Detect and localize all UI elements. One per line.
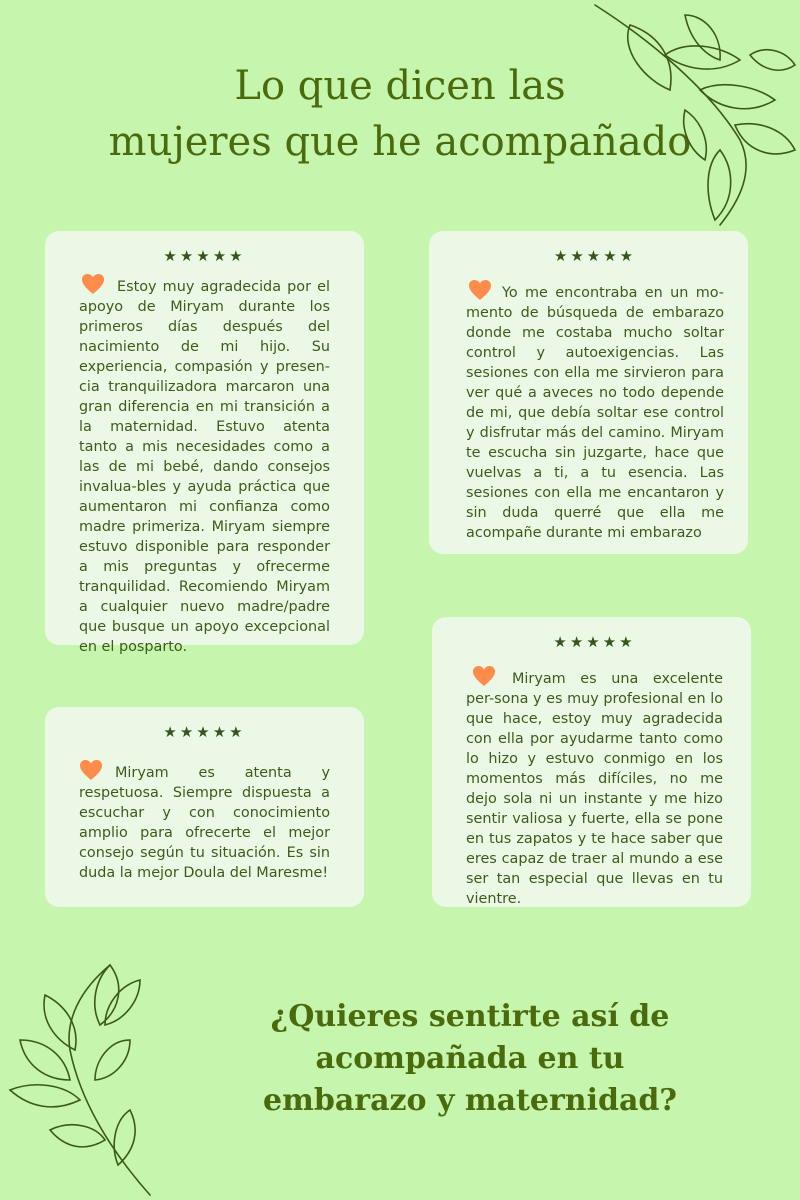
- call-to-action-heading: ¿Quieres sentirte así de acompañada en tu embarazo y maternidad?: [263, 999, 677, 1118]
- testimonial-card-3: [45, 707, 364, 907]
- star-rating: ★★★★★: [163, 723, 246, 741]
- heart-icon: [81, 273, 105, 295]
- testimonial-text: [79, 273, 330, 657]
- title-line-1: Lo que dicen las: [234, 63, 566, 109]
- testimonial-text: [466, 279, 724, 543]
- star-rating: ★★★★★: [553, 633, 636, 651]
- testimonial-card-4: [432, 617, 751, 907]
- testimonial-text: [466, 665, 723, 909]
- testimonial-card-2: [429, 231, 748, 554]
- title-line-2: mujeres que he acompañado: [108, 119, 692, 165]
- leaf-branch-bottom-icon: [0, 960, 170, 1200]
- heart-icon: [472, 665, 496, 687]
- testimonial-text: [79, 759, 330, 883]
- testimonial-body: Miryam es una excelente per-sona y es muy profesional en lo que hace, estoy muy agradecida con ella por ayudarme tanto como lo hizo y estuvo conmigo en los momentos más difíciles, no me dejo sola ni un instante y me hizo sentir valiosa y fuerte, ella se pone en tus zapatos y te hace saber que eres capaz de traer al mundo a ese ser tan especial que llevas en tu vientre.: [466, 671, 723, 907]
- heart-icon: [468, 279, 492, 301]
- testimonial-body: Estoy muy agradecida por el apoyo de Miryam durante los primeros días después del nacimiento de mi hijo. Su experiencia, compasión y presen-cia tranquilizadora marcaron una gran diferencia en mi transición a la maternidad. Estuvo atenta tanto a mis necesidades como a las de mi bebé, dando consejos invalua-bles y ayuda práctica que aumentaron mi confianza como madre primeriza. Miryam siempre estuvo disponible para responder a mis preguntas y ofrecerme tranquilidad. Recomiendo Miryam a cualquier nuevo madre/padre que busque un apoyo excepcional en el posparto.: [79, 279, 330, 655]
- star-rating: ★★★★★: [163, 247, 246, 265]
- leaf-branch-top-icon: [590, 0, 800, 230]
- testimonial-body: Yo me encontraba en un mo-mento de búsqueda de embarazo donde me costaba mucho soltar control y autoexigencias. Las sesiones con ella me sirvieron para ver qué a aveces no todo depende de mi, que debía soltar ese control y disfrutar más del camino. Miryam te escucha sin juzgarte, hace que vuelvas a ti, a tu esencia. Las sesiones con ella me encantaron y sin duda querré que ella me acompañe durante mi embarazo: [466, 285, 724, 541]
- testimonial-card-1: [45, 231, 364, 655]
- star-rating: ★★★★★: [553, 247, 637, 265]
- testimonial-body: Miryam es atenta y respetuosa. Siempre dispuesta a escuchar y con conocimiento amplio para ofrecerte el mejor consejo según tu situación. Es sin duda la mejor Doula del Maresme!: [79, 765, 330, 881]
- heart-icon: [79, 759, 103, 781]
